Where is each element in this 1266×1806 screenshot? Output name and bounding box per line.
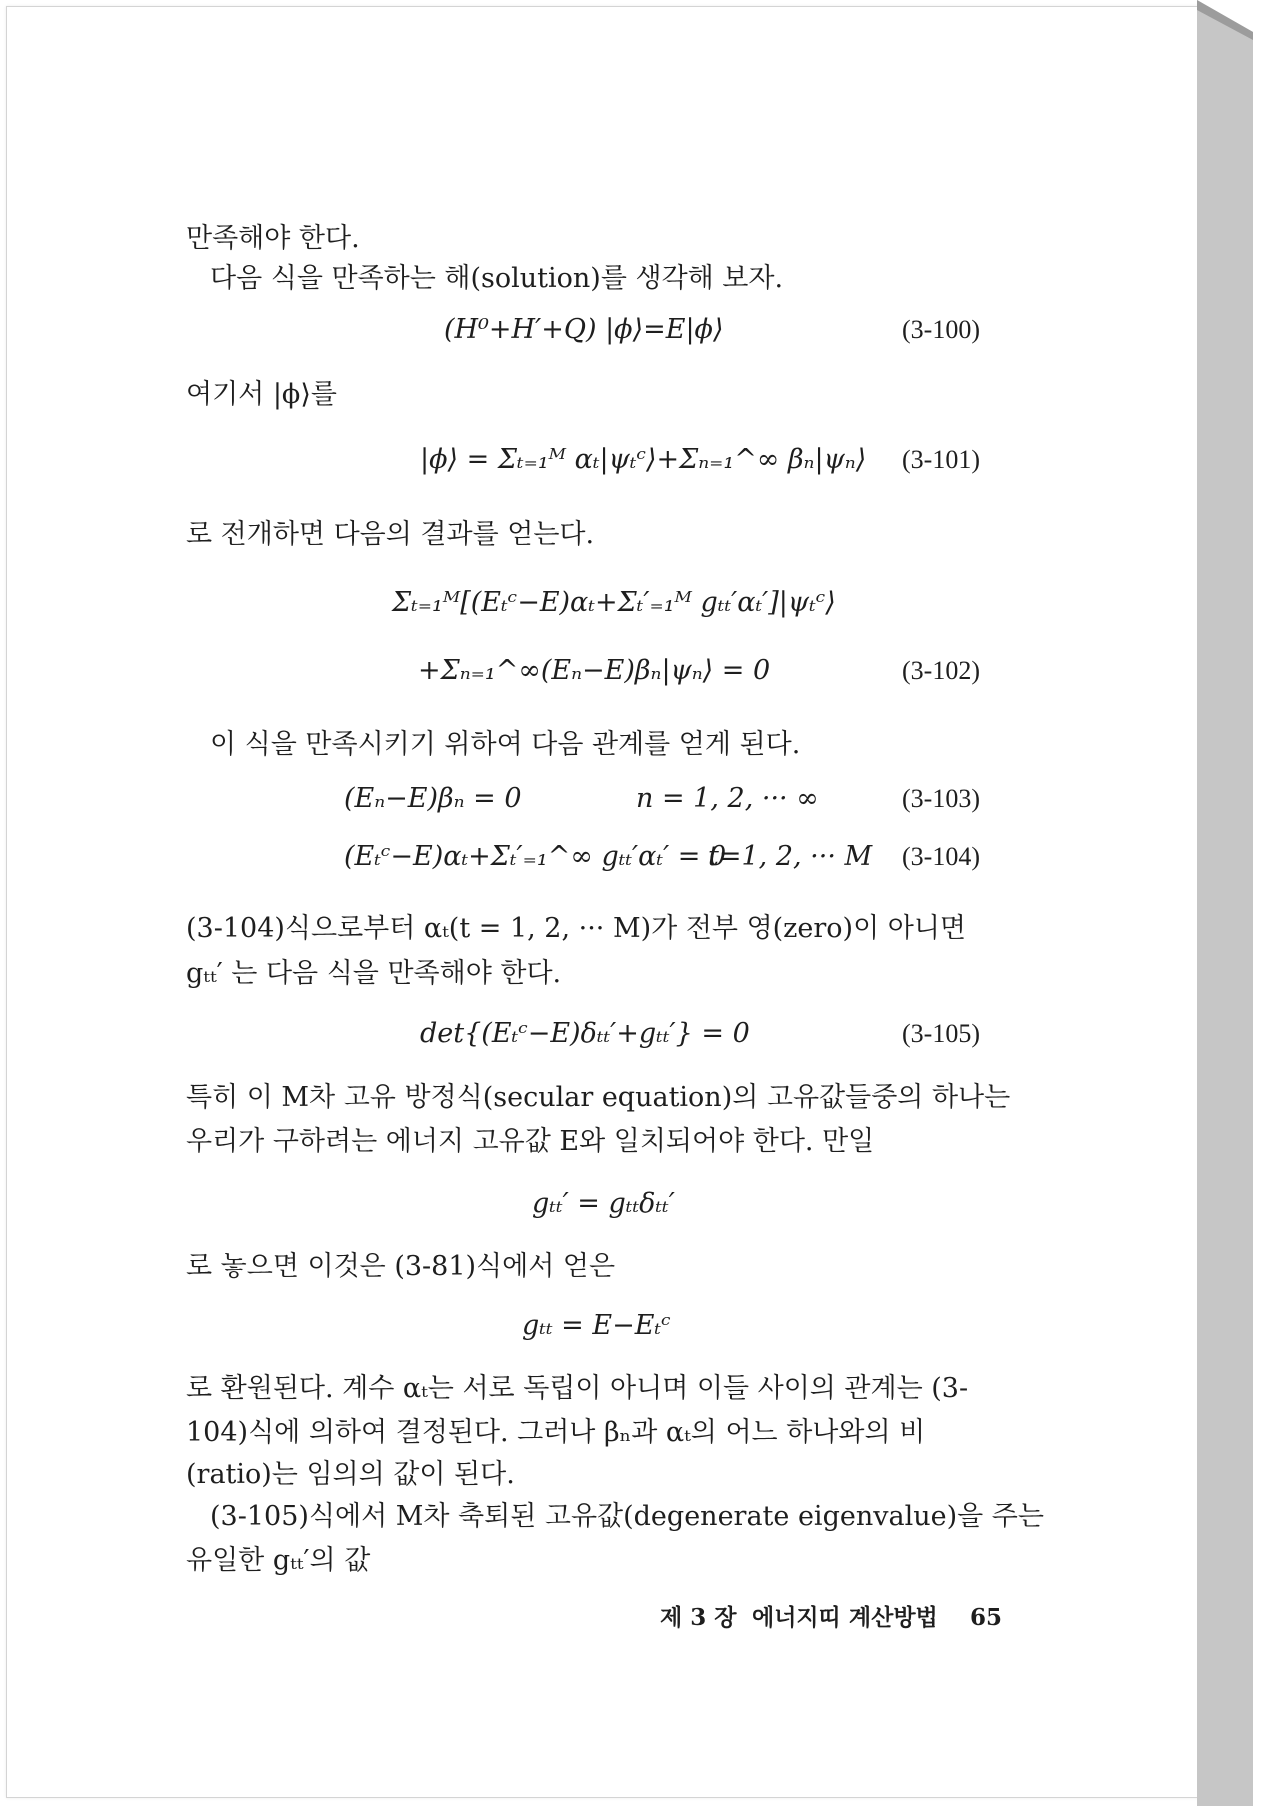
equation-3-101: |ϕ⟩ = Σₜ₌₁ᴹ αₜ|ψₜᶜ⟩+Σₙ₌₁^∞ βₙ|ψₙ⟩ xyxy=(420,444,867,475)
text-line: 만족해야 한다. xyxy=(186,223,360,254)
equation-number: (3-102) xyxy=(902,656,980,685)
equation-number: (3-101) xyxy=(902,445,980,474)
text-line: 우리가 구하려는 에너지 고유값 E와 일치되어야 한다. 만일 xyxy=(186,1126,875,1157)
equation-3-102-line2: +Σₙ₌₁^∞(Eₙ−E)βₙ|ψₙ⟩ = 0 xyxy=(418,655,771,686)
equation-number: (3-104) xyxy=(902,842,980,871)
text-line: 104)식에 의하여 결정된다. 그러나 βₙ과 αₜ의 어느 하나와의 비 xyxy=(186,1417,926,1448)
text-line: 유일한 gₜₜ′의 값 xyxy=(186,1545,371,1576)
text-line: gₜₜ′ 는 다음 식을 만족해야 한다. xyxy=(186,958,562,989)
equation-3-103: (Eₙ−E)βₙ = 0 xyxy=(344,783,522,814)
text-line: (3-105)식에서 M차 축퇴된 고유값(degenerate eigenvalue)을 주는 xyxy=(210,1501,1044,1532)
equation-g-value: gₜₜ = E−Eₜᶜ xyxy=(522,1310,671,1341)
footer-chapter: 제 3 장 xyxy=(660,1604,737,1631)
equation-3-104: (Eₜᶜ−E)αₜ+Σₜ′₌₁^∞ gₜₜ′αₜ′ = 0 xyxy=(344,841,727,872)
footer-title: 에너지띠 계산방법 xyxy=(752,1604,938,1631)
text-line: 이 식을 만족시키기 위하여 다음 관계를 얻게 된다. xyxy=(210,729,801,760)
text-line: 로 환원된다. 계수 αₜ는 서로 독립이 아니며 이들 사이의 관계는 (3- xyxy=(186,1373,969,1404)
text-line: 로 전개하면 다음의 결과를 얻는다. xyxy=(186,519,595,550)
text-line: 다음 식을 만족하는 해(solution)를 생각해 보자. xyxy=(210,263,784,294)
book-spine xyxy=(1197,0,1257,1806)
equation-condition: n = 1, 2, ··· ∞ xyxy=(636,783,819,814)
equation-condition: t=1, 2, ··· M xyxy=(708,841,873,872)
equation-g-relation: gₜₜ′ = gₜₜδₜₜ′ xyxy=(532,1188,675,1219)
text-line: 특히 이 M차 고유 방정식(secular equation)의 고유값들중의 하나는 xyxy=(186,1082,1011,1113)
text-line: 로 놓으면 이것은 (3-81)식에서 얻은 xyxy=(186,1251,616,1282)
text-line: (ratio)는 임의의 값이 된다. xyxy=(186,1459,515,1490)
equation-3-100: (H⁰+H′+Q) |ϕ⟩=E|ϕ⟩ xyxy=(444,314,724,345)
text-line: (3-104)식으로부터 αₜ(t = 1, 2, ··· M)가 전부 영(zero)이 아니면 xyxy=(186,913,966,944)
equation-number: (3-100) xyxy=(902,315,980,344)
equation-number: (3-103) xyxy=(902,784,980,813)
equation-number: (3-105) xyxy=(902,1019,980,1048)
page-number: 65 xyxy=(970,1604,1003,1631)
text-line: 여기서 |ϕ⟩를 xyxy=(186,379,337,410)
equation-3-105: det{(Eₜᶜ−E)δₜₜ′+gₜₜ′} = 0 xyxy=(420,1018,750,1049)
equation-3-102-line1: Σₜ₌₁ᴹ[(Eₜᶜ−E)αₜ+Σₜ′₌₁ᴹ gₜₜ′αₜ′]|ψₜᶜ⟩ xyxy=(392,587,836,618)
